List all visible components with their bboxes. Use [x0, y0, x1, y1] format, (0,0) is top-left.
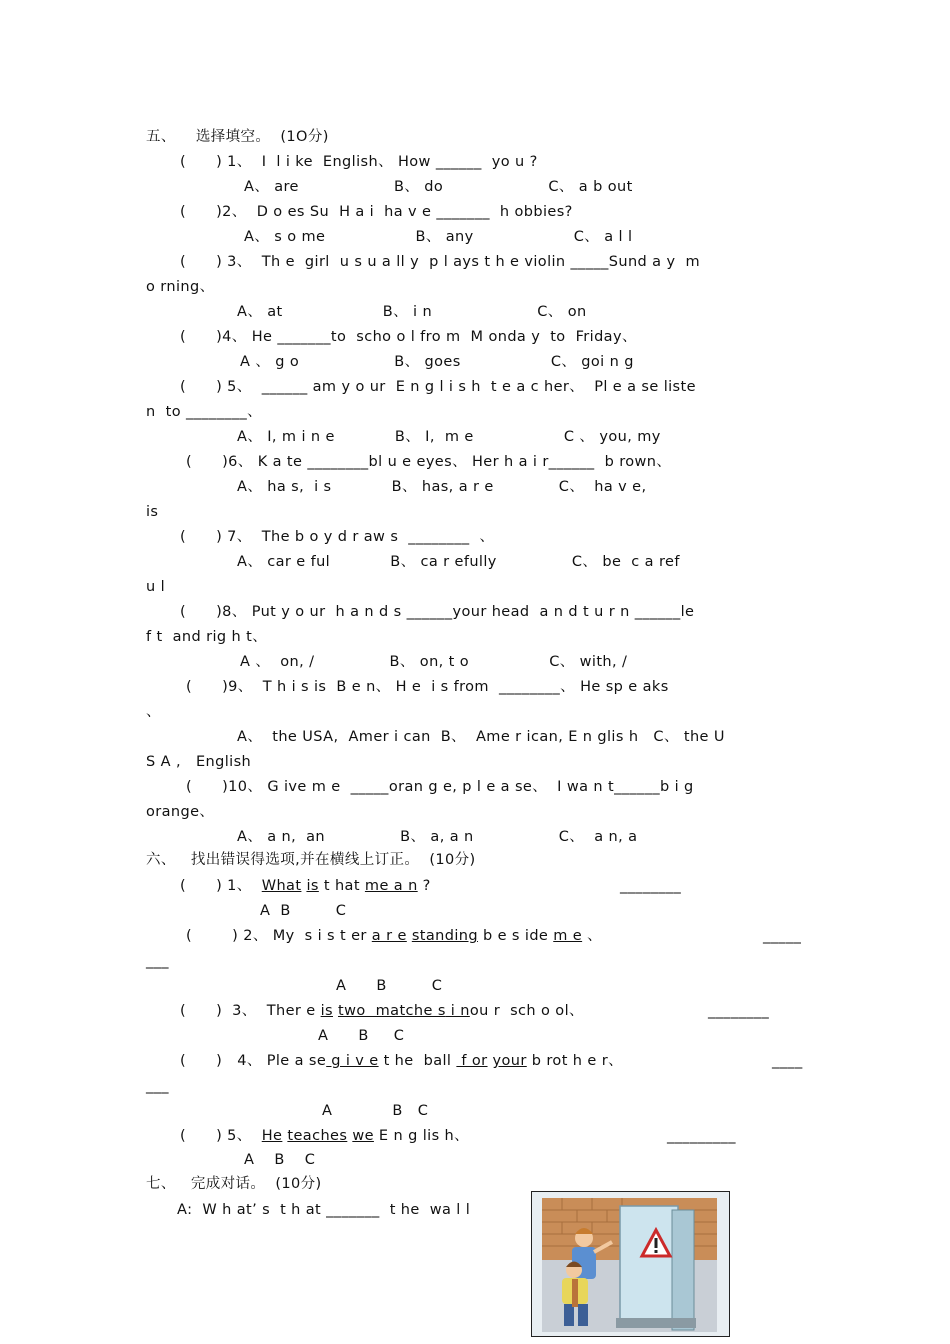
s5-q9: ( )9、 T h i s is B e n、 H e i s from ________、 He sp e aks [186, 679, 669, 695]
s5-q9-cont: 、 [146, 704, 161, 720]
s6-q5-prefix: ( ) 5、 [180, 1128, 262, 1144]
s6-q4-letters: A B C [322, 1103, 429, 1119]
illustration-svg [532, 1192, 729, 1336]
s6-q2-mid: b e s ide [477, 928, 554, 944]
s5-q3-cont: o rning、 [146, 279, 215, 295]
s6-q1-option-a: What [261, 878, 302, 894]
s5-q4: ( )4、 He _______to scho o l fro m M onda y to Friday、 [180, 329, 637, 345]
s6-q1-option-b: is [306, 878, 319, 894]
s5-q4-options: A 、 g o B、 goes C、 goi n g [240, 354, 634, 370]
s6-q4-end: b rot h e r、 [526, 1053, 623, 1069]
s6-q1-option-c: me a n [364, 878, 418, 894]
section7-title: 七、 完成对话。 (10分) [146, 1176, 322, 1192]
s6-q4-option-a: g i v e [326, 1053, 379, 1069]
s6-q3-prefix: ( ) 3、 Ther e [180, 1003, 321, 1019]
s6-q4-option-b: f or [456, 1053, 488, 1069]
s6-q2-option-b: standing [411, 928, 478, 944]
s5-q7-cont: u l [146, 579, 166, 595]
s5-q10-cont: orange、 [146, 804, 215, 820]
s5-q6: ( )6、 K a te ________bl u e eyes、 Her h a i r______ b rown、 [186, 454, 672, 470]
s5-q5-cont: n to ________、 [146, 404, 263, 420]
s6-q1-answer-blank: ________ [620, 878, 682, 894]
s6-q3-option-b: two matche s [338, 1003, 446, 1019]
s6-q4-option-c: your [492, 1053, 527, 1069]
s5-q3: ( ) 3、 Th e girl u s u a ll y p l ays t h e violin _____Sund a y m [180, 254, 700, 270]
s6-q5-letters: A B C [244, 1152, 316, 1168]
s6-q4 [180, 1051, 850, 1071]
dialogue-illustration [531, 1191, 730, 1337]
s5-q6-options: A、 ha s, i s B、 has, a r e C、 ha v e, [237, 479, 647, 495]
s5-q2-options: A、 s o me B、 any C、 a l l [244, 229, 633, 245]
section6-title: 六、 找出错误得选项,并在横线上订正。 (10分) [146, 852, 476, 868]
s6-q2 [186, 926, 856, 946]
s6-q2-option-a: a r e [371, 928, 407, 944]
s6-q3-letters: A B C [318, 1028, 405, 1044]
s6-q5-answer-blank: _________ [667, 1128, 736, 1144]
s6-q2-option-c: m e [553, 928, 583, 944]
s6-q5-option-b: teaches [287, 1128, 348, 1144]
s6-q4-mid: t he ball [378, 1053, 457, 1069]
s6-q4-answer-blank: ____ [772, 1053, 803, 1069]
s6-q1-end: ? [417, 878, 431, 894]
s5-q6-cont: is [146, 504, 159, 520]
s5-q10-options: A、 a n, an B、 a, a n C、 a n, a [237, 829, 638, 845]
s6-q3-option-c: i n [445, 1003, 470, 1019]
s6-q1-mid: t hat [318, 878, 365, 894]
s6-q3-end: ou r sch o ol、 [469, 1003, 584, 1019]
s6-q5-end: E n g lis h、 [373, 1128, 470, 1144]
s6-q5-option-a: He [261, 1128, 283, 1144]
s7-dialogue-line-1: A: W h at’ s t h at _______ t he wa l l [177, 1202, 471, 1218]
s6-q2-answer-blank: _____ [763, 928, 802, 944]
section5-title: 五、 选择填空。 (1O分) [146, 129, 329, 145]
s5-q9-cont2: S A , English [146, 754, 252, 770]
s5-q5-options: A、 I, m i n e B、 I, m e C 、 you, my [237, 429, 661, 445]
s6-q1-letters: A B C [260, 903, 347, 919]
s5-q7: ( ) 7、 The b o y d r aw s ________ 、 [180, 529, 495, 545]
s6-q4-answer-blank-cont: ___ [146, 1078, 169, 1094]
s6-q3-answer-blank: ________ [708, 1003, 770, 1019]
s5-q5: ( ) 5、 ______ am y o ur E n g l i s h t e a c her、 Pl e a se liste [180, 379, 696, 395]
s6-q4-prefix: ( ) 4、 Ple a se [180, 1053, 327, 1069]
s6-q2-letters: A B C [336, 978, 443, 994]
s6-q2-end: 、 [582, 928, 603, 944]
s5-q9-options: A、 the USA, Amer i can B、 Ame r ican, E n glis h C、 the U [237, 729, 725, 745]
s6-q1 [180, 876, 850, 896]
s6-q5-option-c: we [352, 1128, 374, 1144]
s5-q1: ( ) 1、 I l i ke English、 How ______ yo u ? [180, 154, 538, 170]
s5-q8-options: A 、 on, / B、 on, t o C、 with, / [240, 654, 628, 670]
s6-q3-option-a: is [320, 1003, 333, 1019]
s5-q10: ( )10、 G ive m e _____oran g e, p l e a se、 I wa n t______b i g [186, 779, 694, 795]
s5-q7-options: A、 car e ful B、 ca r efully C、 be c a ref [237, 554, 680, 570]
s6-q2-prefix: ( ) 2、 My s i s t er [186, 928, 372, 944]
s5-q3-options: A、 at B、 i n C、 on [237, 304, 587, 320]
s5-q8-cont: f t and rig h t、 [146, 629, 268, 645]
s5-q1-options: A、 are B、 do C、 a b out [244, 179, 633, 195]
s6-q2-answer-blank-cont: ___ [146, 953, 169, 969]
s5-q2: ( )2、 D o es Su H a i ha v e _______ h obbies? [180, 204, 573, 220]
s6-q1-prefix: ( ) 1、 [180, 878, 262, 894]
s5-q8: ( )8、 Put y o ur h a n d s ______your head a n d t u r n ______le [180, 604, 695, 620]
